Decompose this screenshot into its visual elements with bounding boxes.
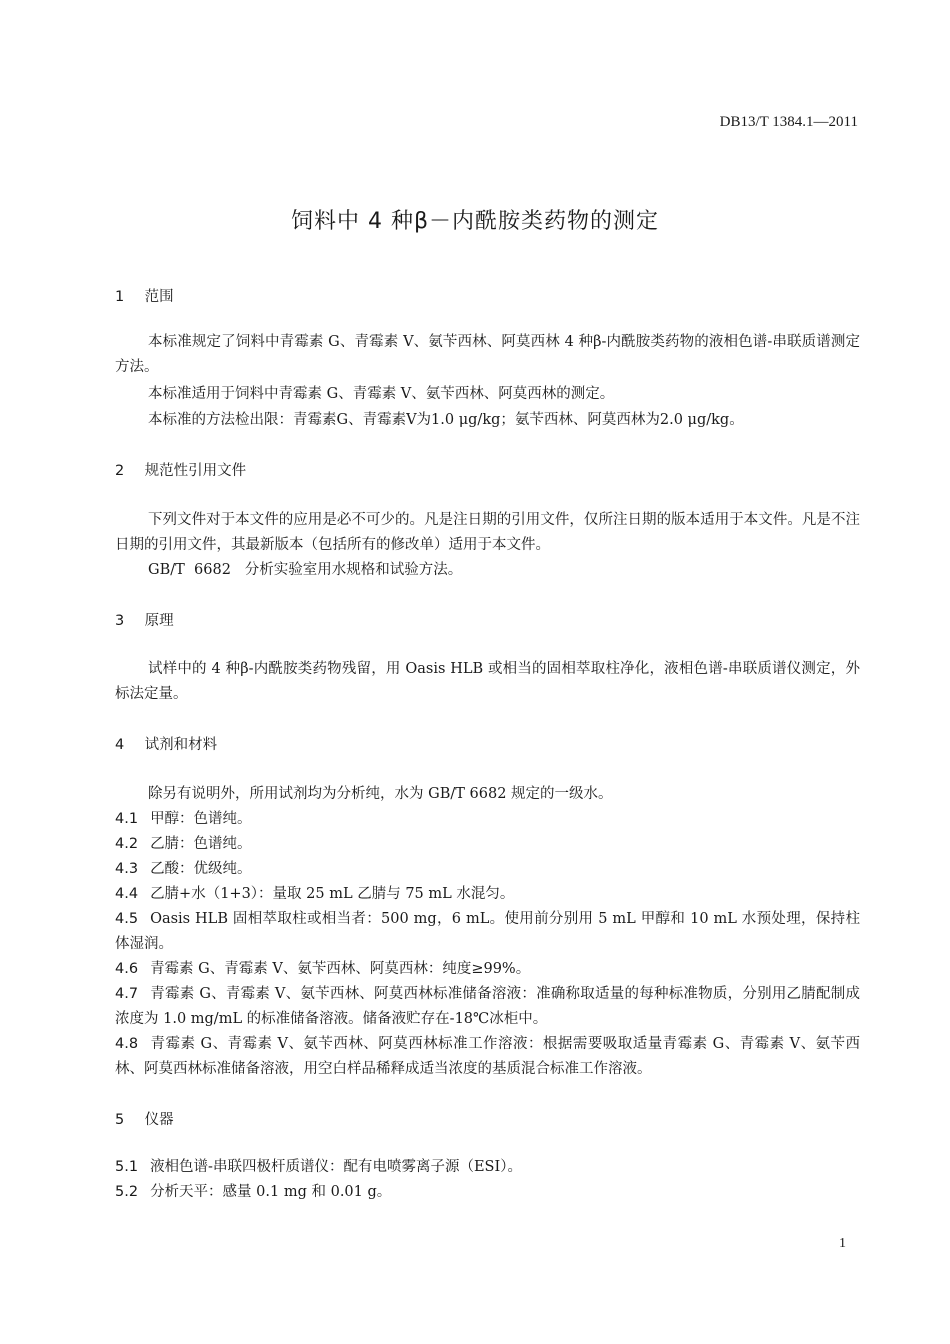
item-number: 4.7 xyxy=(115,986,139,1002)
section-title: 试剂和材料 xyxy=(144,737,218,753)
paragraph: 本标准规定了饲料中青霉素 G、青霉素 V、氨苄西林、阿莫西林 4 种β-内酰胺类药物的液相色谱-串联质谱测定方法。 xyxy=(115,334,860,375)
item-text: Oasis HLB 固相萃取柱或相当者：500 mg，6 mL。使用前分别用 5 mL 甲醇和 10 mL 水预处理，保持柱体湿润。 xyxy=(115,911,860,952)
section-number: 1 xyxy=(115,289,125,305)
item-number: 4.1 xyxy=(115,811,139,827)
list-item xyxy=(115,982,860,1032)
section-heading-1 xyxy=(115,285,174,306)
list-item xyxy=(115,857,860,882)
list-item xyxy=(115,1180,860,1205)
paragraph: 本标准适用于饲料中青霉素 G、青霉素 V、氨苄西林、阿莫西林的测定。 xyxy=(148,386,615,402)
item-number: 5.1 xyxy=(115,1159,139,1175)
item-number: 4.4 xyxy=(115,886,139,902)
document-code: DB13/T 1384.1—2011 xyxy=(719,114,858,130)
item-text: 乙腈+水（1+3）：量取 25 mL 乙腈与 75 mL 水混匀。 xyxy=(150,886,515,902)
paragraph: 除另有说明外，所用试剂均为分析纯，水为 GB/T 6682 规定的一级水。 xyxy=(148,786,613,802)
list-item xyxy=(115,1155,860,1180)
list-item xyxy=(115,957,860,982)
section-heading-3 xyxy=(115,609,174,630)
paragraph: GB/T 6682 分析实验室用水规格和试验方法。 xyxy=(148,562,463,578)
paragraph: 本标准的方法检出限：青霉素G、青霉素V为1.0 μg/kg；氨苄西林、阿莫西林为2.0 μg/kg。 xyxy=(148,412,744,428)
item-number: 4.5 xyxy=(115,911,139,927)
paragraph: 下列文件对于本文件的应用是必不可少的。凡是注日期的引用文件，仅所注日期的版本适用于本文件。凡是不注日期的引用文件，其最新版本（包括所有的修改单）适用于本文件。 xyxy=(115,512,860,553)
item-text: 青霉素 G、青霉素 V、氨苄西林、阿莫西林：纯度≥99%。 xyxy=(150,961,531,977)
section-heading-2 xyxy=(115,459,246,480)
list-item xyxy=(115,807,860,832)
page-number: 1 xyxy=(839,1236,846,1251)
section-number: 4 xyxy=(115,737,125,753)
item-text: 青霉素 G、青霉素 V、氨苄西林、阿莫西林标准储备溶液：准确称取适量的每种标准物质，分别用乙腈配制成浓度为 1.0 mg/mL 的标准储备溶液。储备液贮存在-18℃冰柜中。 xyxy=(115,986,860,1027)
section-title: 范围 xyxy=(144,289,174,305)
section-title: 原理 xyxy=(144,613,174,629)
item-text: 分析天平：感量 0.1 mg 和 0.01 g。 xyxy=(150,1184,392,1200)
item-number: 5.2 xyxy=(115,1184,139,1200)
section-number: 3 xyxy=(115,613,125,629)
item-text: 乙腈：色谱纯。 xyxy=(150,836,252,852)
list-item xyxy=(115,832,860,857)
section-title: 规范性引用文件 xyxy=(144,463,247,479)
item-text: 乙酸：优级纯。 xyxy=(150,861,252,877)
item-text: 液相色谱-串联四极杆质谱仪：配有电喷雾离子源（ESI）。 xyxy=(150,1159,522,1175)
list-item xyxy=(115,1032,860,1082)
item-text: 甲醇：色谱纯。 xyxy=(150,811,252,827)
list-item xyxy=(115,882,860,907)
section-title: 仪器 xyxy=(144,1112,174,1128)
page-title: 饲料中 4 种β－内酰胺类药物的测定 xyxy=(290,209,660,234)
item-number: 4.8 xyxy=(115,1036,139,1052)
section-heading-5 xyxy=(115,1108,174,1129)
item-number: 4.3 xyxy=(115,861,139,877)
item-number: 4.6 xyxy=(115,961,139,977)
item-text: 青霉素 G、青霉素 V、氨苄西林、阿莫西林标准工作溶液：根据需要吸取适量青霉素 G、青霉素 V、氨苄西林、阿莫西林标准储备溶液，用空白样品稀释成适当浓度的基质混合标准工作溶液。 xyxy=(115,1036,860,1077)
section-number: 5 xyxy=(115,1112,125,1128)
paragraph: 试样中的 4 种β-内酰胺类药物残留，用 Oasis HLB 或相当的固相萃取柱净化，液相色谱-串联质谱仪测定，外标法定量。 xyxy=(115,661,860,702)
section-heading-4 xyxy=(115,733,217,754)
list-item xyxy=(115,907,860,957)
item-number: 4.2 xyxy=(115,836,139,852)
section-number: 2 xyxy=(115,463,125,479)
